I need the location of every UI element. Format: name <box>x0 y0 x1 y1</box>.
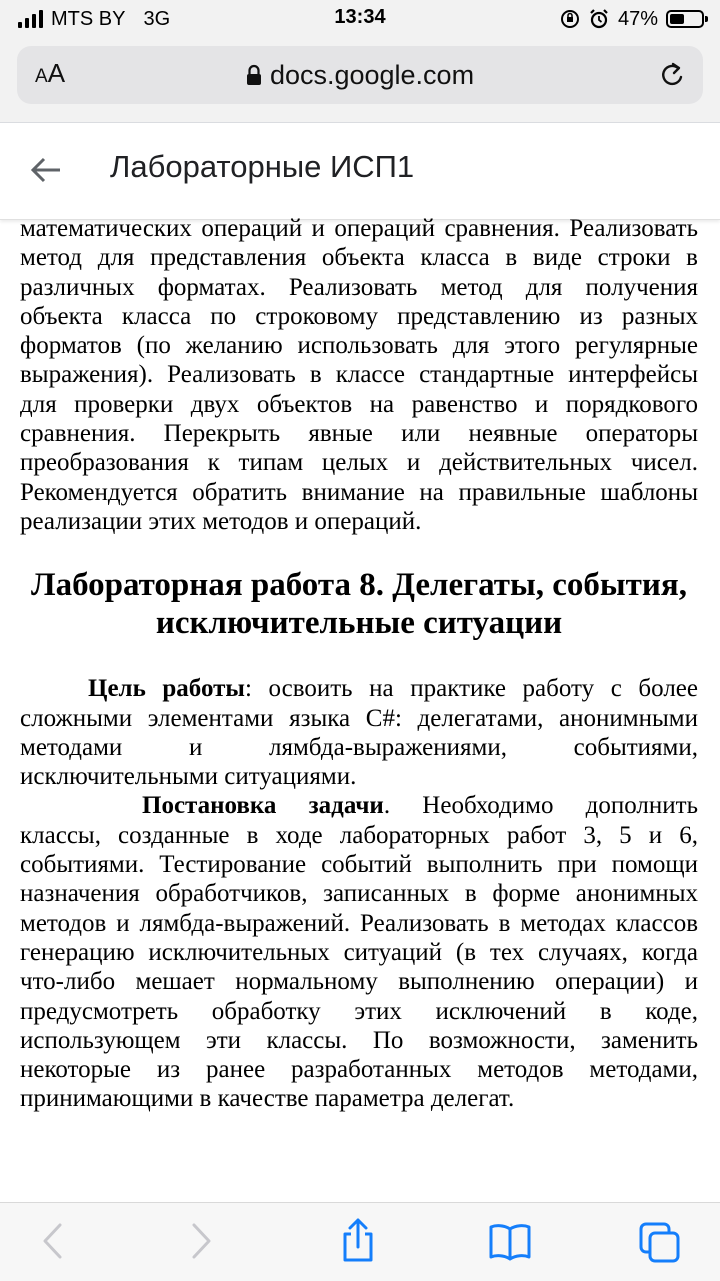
clock: 13:34 <box>334 6 386 28</box>
battery-tip <box>705 16 708 22</box>
task-label: Постановка задачи <box>142 792 384 820</box>
browser-toolbar <box>0 1202 720 1281</box>
paragraph-task <box>20 791 698 1113</box>
bookmarks-icon[interactable] <box>487 1221 533 1261</box>
forward-icon[interactable] <box>186 1221 216 1261</box>
tabs-icon[interactable] <box>638 1221 682 1265</box>
battery-fill <box>670 14 684 24</box>
battery-percent: 47% <box>617 7 658 30</box>
document-title: Лабораторные ИСП1 <box>110 149 415 184</box>
document-header <box>0 122 720 220</box>
paragraph-goal <box>20 674 698 791</box>
status-right <box>560 6 704 32</box>
address-bar[interactable] <box>17 46 703 104</box>
url-text: docs.google.com <box>269 60 475 90</box>
status-bar <box>0 0 720 40</box>
goal-label: Цель работы <box>88 675 245 703</box>
alarm-icon <box>588 8 610 30</box>
reload-icon[interactable] <box>659 60 687 90</box>
task-text: . Необходимо дополнить классы, созданные в ходе лабораторных работ 3, 5 и 6, событиями. Тестирование событий выполнить при помощи назначения обработчиков, записанных в форме анонимных методов и лямбда-выражений. Реализовать в методах классов генерацию исключительных ситуаций (в тех случаях, когда что-либо мешает нормальному выполнению операции) и предусмотреть обработку этих исключений в коде, использующем эти классы. По возможности, заменить некоторые из ранее разработанных методов методами, принимающими в качестве параметра делегат. <box>20 792 698 1113</box>
url-display[interactable] <box>17 60 703 91</box>
text-size-small-a: A <box>35 66 48 87</box>
document-content <box>20 214 698 1194</box>
goal-text: : освоить на практике работу с более сложными элементами языка C#: делегатами, анонимными методами и лямбда-выражениями, событиями, исключительными ситуациями. <box>20 675 698 791</box>
browser-address-area <box>0 40 720 122</box>
orientation-lock-icon <box>560 9 580 29</box>
lock-icon <box>246 64 262 86</box>
network-type: 3G <box>143 7 171 30</box>
battery-icon <box>666 10 704 28</box>
back-arrow-icon[interactable] <box>30 155 62 185</box>
share-icon[interactable] <box>338 1217 378 1263</box>
text-size-large-a: A <box>47 58 66 88</box>
paragraph-requirements: математических операций и операций сравнения. Реализовать метод для представления объекта класса в виде строки в различных форматах. Реализовать метод для получения объекта класса по строковому представлению из разных форматов (по желанию использовать для этого регулярные выражения). Реализовать в классе стандартные интерфейсы для проверки двух объектов на равенство и порядкового сравнения. Перекрыть явные или неявные операторы преобразования к типам целых и действительных чисел. Рекомендуется обратить внимание на правильные шаблоны реализации этих методов и операций. <box>20 215 698 535</box>
lab8-heading: Лабораторная работа 8. Делегаты, события, исключительные ситуации <box>30 567 687 642</box>
back-icon[interactable] <box>38 1221 68 1261</box>
carrier-name: MTS BY <box>51 7 126 30</box>
